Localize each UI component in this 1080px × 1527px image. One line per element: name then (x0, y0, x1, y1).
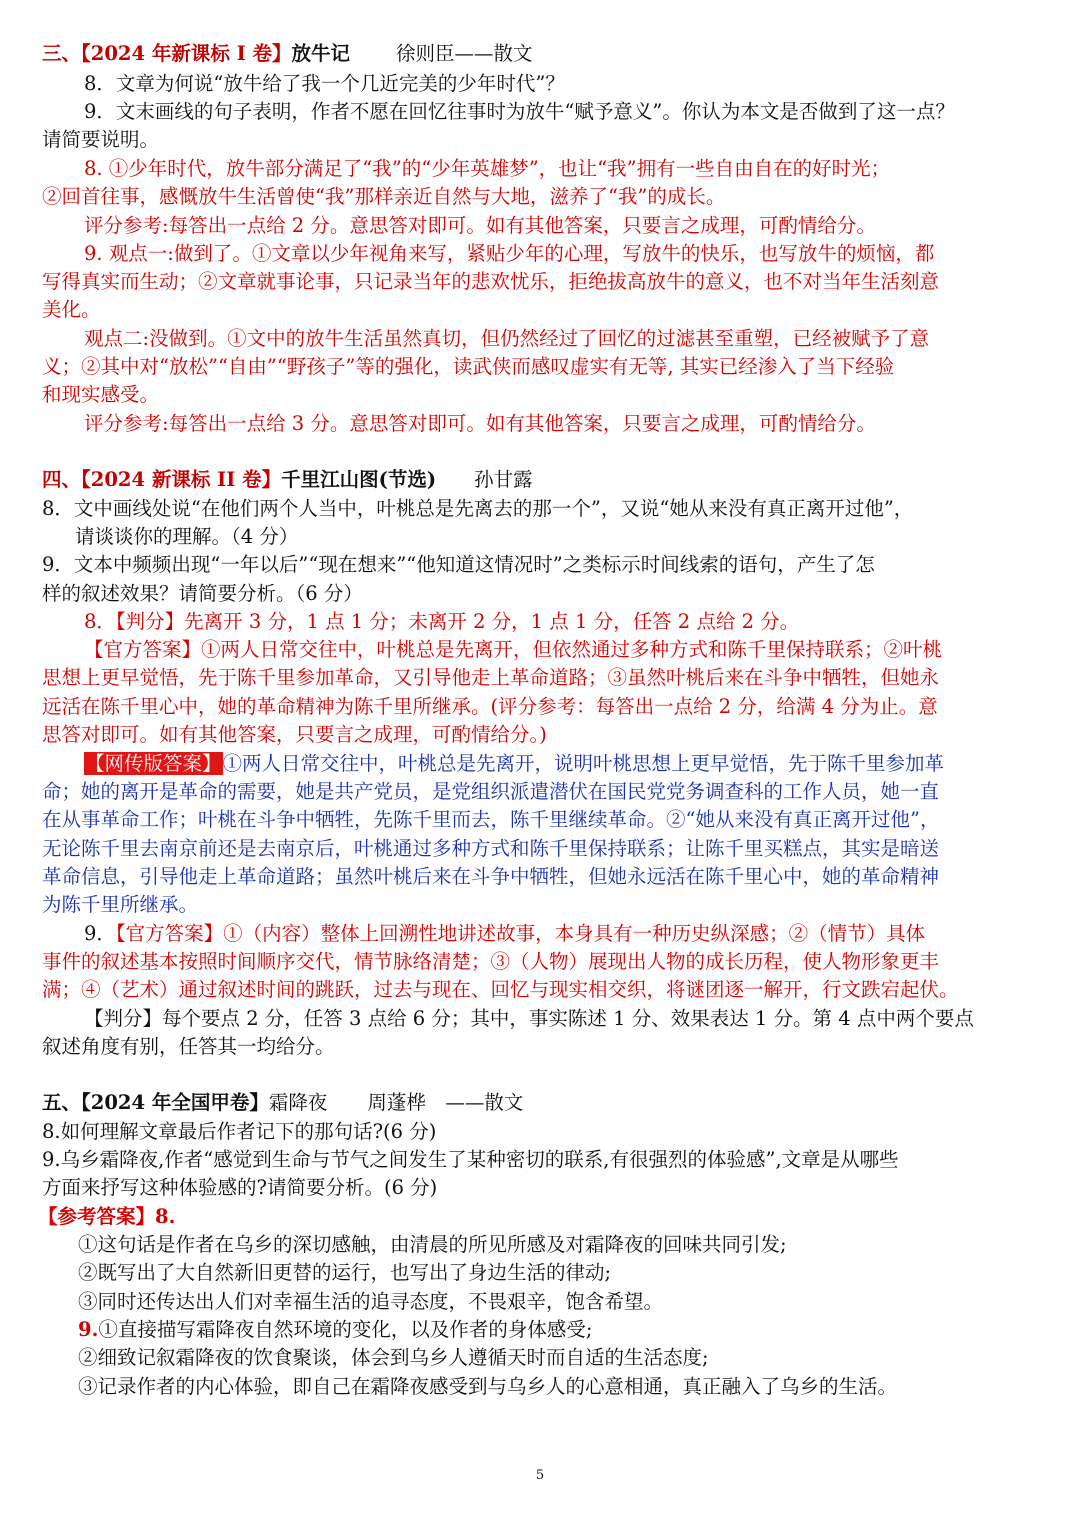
s5-question-8: 8.如何理解文章最后作者记下的那句话?(6 分) (42, 1120, 437, 1143)
s3-answer-9-line2: 写得真实而生动；②文章就事论事，只记录当年的悲欢忧乐，拒绝拔高放牛的意义，也不对当年生活刻意 (42, 270, 940, 293)
s4-official-9-line1-text: 【官方答案】①（内容）整体上回溯性地讲述故事，本身具有一种历史纵深感；②（情节）具体 (115, 922, 926, 945)
section-3-exam-tag: 【2024 年新课标 I 卷】 (81, 42, 292, 65)
s3-answer-8-line1: 8. ①少年时代，放牛部分满足了“我”的“少年英雄梦”，也让“我”拥有一些自由自在的好时光； (84, 157, 891, 180)
s4-official-9-number: 9． (84, 922, 116, 945)
s4-web-answer-line4: 无论陈千里去南京前还是去南京后，叶桃通过多种方式和陈千里保持联系；让陈千里买糕点，其实是暗送 (42, 837, 940, 860)
s3-answer-9-line4: 观点二:没做到。①文中的放牛生活虽然真切，但仍然经过了回忆的过滤甚至重塑，已经被赋予了意 (84, 327, 930, 350)
s4-web-answer-line3: 在从事革命工作；叶桃在斗争中牺牲，先陈千里而去，陈千里继续革命。②“她从来没有真正离开过他”， (42, 808, 940, 831)
s3-answer-8-line2: ②回首往事，感慨放牛生活曾使“我”那样亲近自然与大地，滋养了“我”的成长。 (42, 185, 726, 208)
s5-answer-9-line1 (78, 1316, 592, 1344)
s3-answer-9-line3: 美化。 (42, 298, 101, 321)
s5-answer-8-line1: ①这句话是作者在乌乡的深切感触，由清晨的所见所感及对霜降夜的回味共同引发; (78, 1233, 787, 1256)
section-5-title: 霜降夜 (268, 1091, 328, 1114)
s3-answer-9-line1: 9. 观点一:做到了。①文章以少年视角来写，紧贴少年的心理，写放牛的快乐，也写放牛的烦恼，都 (84, 242, 935, 265)
section-5-heading (42, 1089, 523, 1117)
s4-question-9-line1: 9．文本中频频出现“一年以后”“现在想来”“他知道这情况时”之类标示时间线索的语句，产生了怎 (42, 553, 875, 576)
s5-answer-8-line3: ③同时还传达出人们对幸福生活的追寻态度，不畏艰辛，饱含希望。 (78, 1290, 664, 1313)
s4-web-answer-line5: 革命信息，引导他走上革命道路；虽然叶桃后来在斗争中牺牲，但她永远活在陈千里心中，她的革命精神 (42, 865, 940, 888)
section-4-author: 孙甘露 (474, 468, 533, 491)
page-number: 5 (535, 1468, 545, 1483)
s4-web-answer-line2: 命；她的离开是革命的需要，她是共产党员，是党组织派遣潜伏在国民党党务调查科的工作人员，她一直 (42, 780, 940, 803)
s3-scoring-note-1: 评分参考:每答出一点给 2 分。意思答对即可。如有其他答案，只要言之成理，可酌情给分。 (84, 214, 876, 237)
section-3-heading (42, 40, 533, 68)
s4-official-8-line1: 【官方答案】①两人日常交往中，叶桃总是先离开，但依然通过多种方式和陈千里保持联系；②叶桃 (84, 638, 943, 661)
s4-web-answer-tag: 【网传版答案】 (85, 752, 222, 775)
s4-judge-8-text: 8．【判分】先离开 3 分，1 点 1 分；未离开 2 分，1 点 1 分，任答 2 点给 2 分。 (84, 610, 800, 633)
s5-reference-answer-tag: 【参考答案】 (38, 1205, 156, 1228)
s4-judge-9-line1: 【判分】每个要点 2 分，任答 3 点给 6 分；其中，事实陈述 1 分、效果表达 1 分。第 4 点中两个要点 (84, 1007, 974, 1030)
s4-question-9-line2: 样的叙述效果？请简要分析。（6 分） (42, 582, 363, 605)
section-5-exam-tag: 【2024 年全国甲卷】 (81, 1091, 269, 1114)
s5-question-9-line2: 方面来抒写这种体验感的?请简要分析。(6 分) (42, 1176, 438, 1199)
s5-answer-9-line2: ②细致记叙霜降夜的饮食聚谈，体会到乌乡人遵循天时而自适的生活态度; (78, 1346, 709, 1369)
section-5-author: 周蓬桦 ——散文 (367, 1091, 524, 1114)
s5-reference-answer-8-number: 8. (155, 1205, 176, 1228)
s4-question-8-line1: 8．文中画线处说“在他们两个人当中，叶桃总是先离去的那一个”，又说“她从来没有真正离开过他”， (42, 497, 914, 520)
section-3-number: 三、 (42, 42, 82, 65)
s5-answer-8-line2: ②既写出了大自然新旧更替的运行，也写出了身边生活的律动; (78, 1261, 612, 1284)
section-4-title: 千里江山图(节选) (281, 468, 437, 491)
s3-scoring-note-2: 评分参考:每答出一点给 3 分。意思答对即可。如有其他答案，只要言之成理，可酌情给分。 (84, 412, 876, 435)
s5-answer-9-line3: ③记录作者的内心体验，即自己在霜降夜感受到与乌乡人的心意相通，真正融入了乌乡的生活。 (78, 1375, 898, 1398)
section-4-heading (42, 466, 533, 494)
s4-web-answer-line1-text: ①两人日常交往中，叶桃总是先离开，说明叶桃思想上更早觉悟，先于陈千里参加革 (222, 752, 945, 775)
s5-question-9-line1: 9.乌乡霜降夜,作者“感觉到生命与节气之间发生了某种密切的联系,有很强烈的体验感”,文章是从哪些 (42, 1148, 899, 1171)
s4-official-9-line2: 事件的叙述基本按照时间顺序交代，情节脉络清楚；③（人物）展现出人物的成长历程，使人物形象更丰 (42, 950, 940, 973)
section-3-author: 徐则臣——散文 (396, 42, 533, 65)
s5-reference-answer-heading (38, 1203, 175, 1231)
s3-question-9-line2: 请简要说明。 (42, 128, 160, 151)
s3-answer-9-line5: 义；②其中对“放松”“自由”“野孩子”等的强化，读武侠而感叹虚实有无等, 其实已经渗入了当下经验 (42, 355, 895, 378)
s4-official-8-line4: 思答对即可。如有其他答案，只要言之成理，可酌情给分。) (42, 723, 547, 746)
section-4-number: 四、 (42, 468, 82, 491)
s4-judge-9-line2: 叙述角度有别，任答其一均给分。 (42, 1035, 335, 1058)
section-5-number: 五、 (42, 1091, 82, 1114)
s3-question-9-line1: 9．文末画线的句子表明，作者不愿在回忆往事时为放牛“赋予意义”。你认为本文是否做到了这一点？ (84, 100, 955, 123)
s4-official-9-line1 (84, 920, 925, 948)
s5-answer-9-number: 9. (78, 1318, 99, 1341)
s5-answer-9-line1-text: ①直接描写霜降夜自然环境的变化，以及作者的身体感受; (98, 1318, 593, 1341)
s4-judge-8 (84, 608, 799, 636)
s3-answer-9-line6: 和现实感受。 (42, 383, 160, 406)
s4-official-8-line2: 思想上更早觉悟，先于陈千里参加革命，又引导他走上革命道路；③虽然叶桃后来在斗争中牺牲，但她永 (42, 666, 940, 689)
s4-web-answer-line6: 为陈千里所继承。 (42, 893, 199, 916)
s4-official-8-line3: 远活在陈千里心中，她的革命精神为陈千里所继承。(评分参考：每答出一点给 2 分，给满 4 分为止。意 (42, 695, 938, 718)
s4-web-answer-line1 (84, 750, 944, 778)
s4-official-9-line3: 满；④（艺术）通过叙述时间的跳跃，过去与现在、回忆与现实相交织，将谜团逐一解开，行文跌宕起伏。 (42, 978, 959, 1001)
s3-question-8: 8．文章为何说“放牛给了我一个几近完美的少年时代”？ (84, 72, 565, 95)
section-3-title: 放牛记 (291, 42, 351, 65)
s4-question-8-line2: 请谈谈你的理解。（4 分） (75, 525, 299, 548)
section-4-exam-tag: 【2024 新课标 II 卷】 (81, 468, 282, 491)
